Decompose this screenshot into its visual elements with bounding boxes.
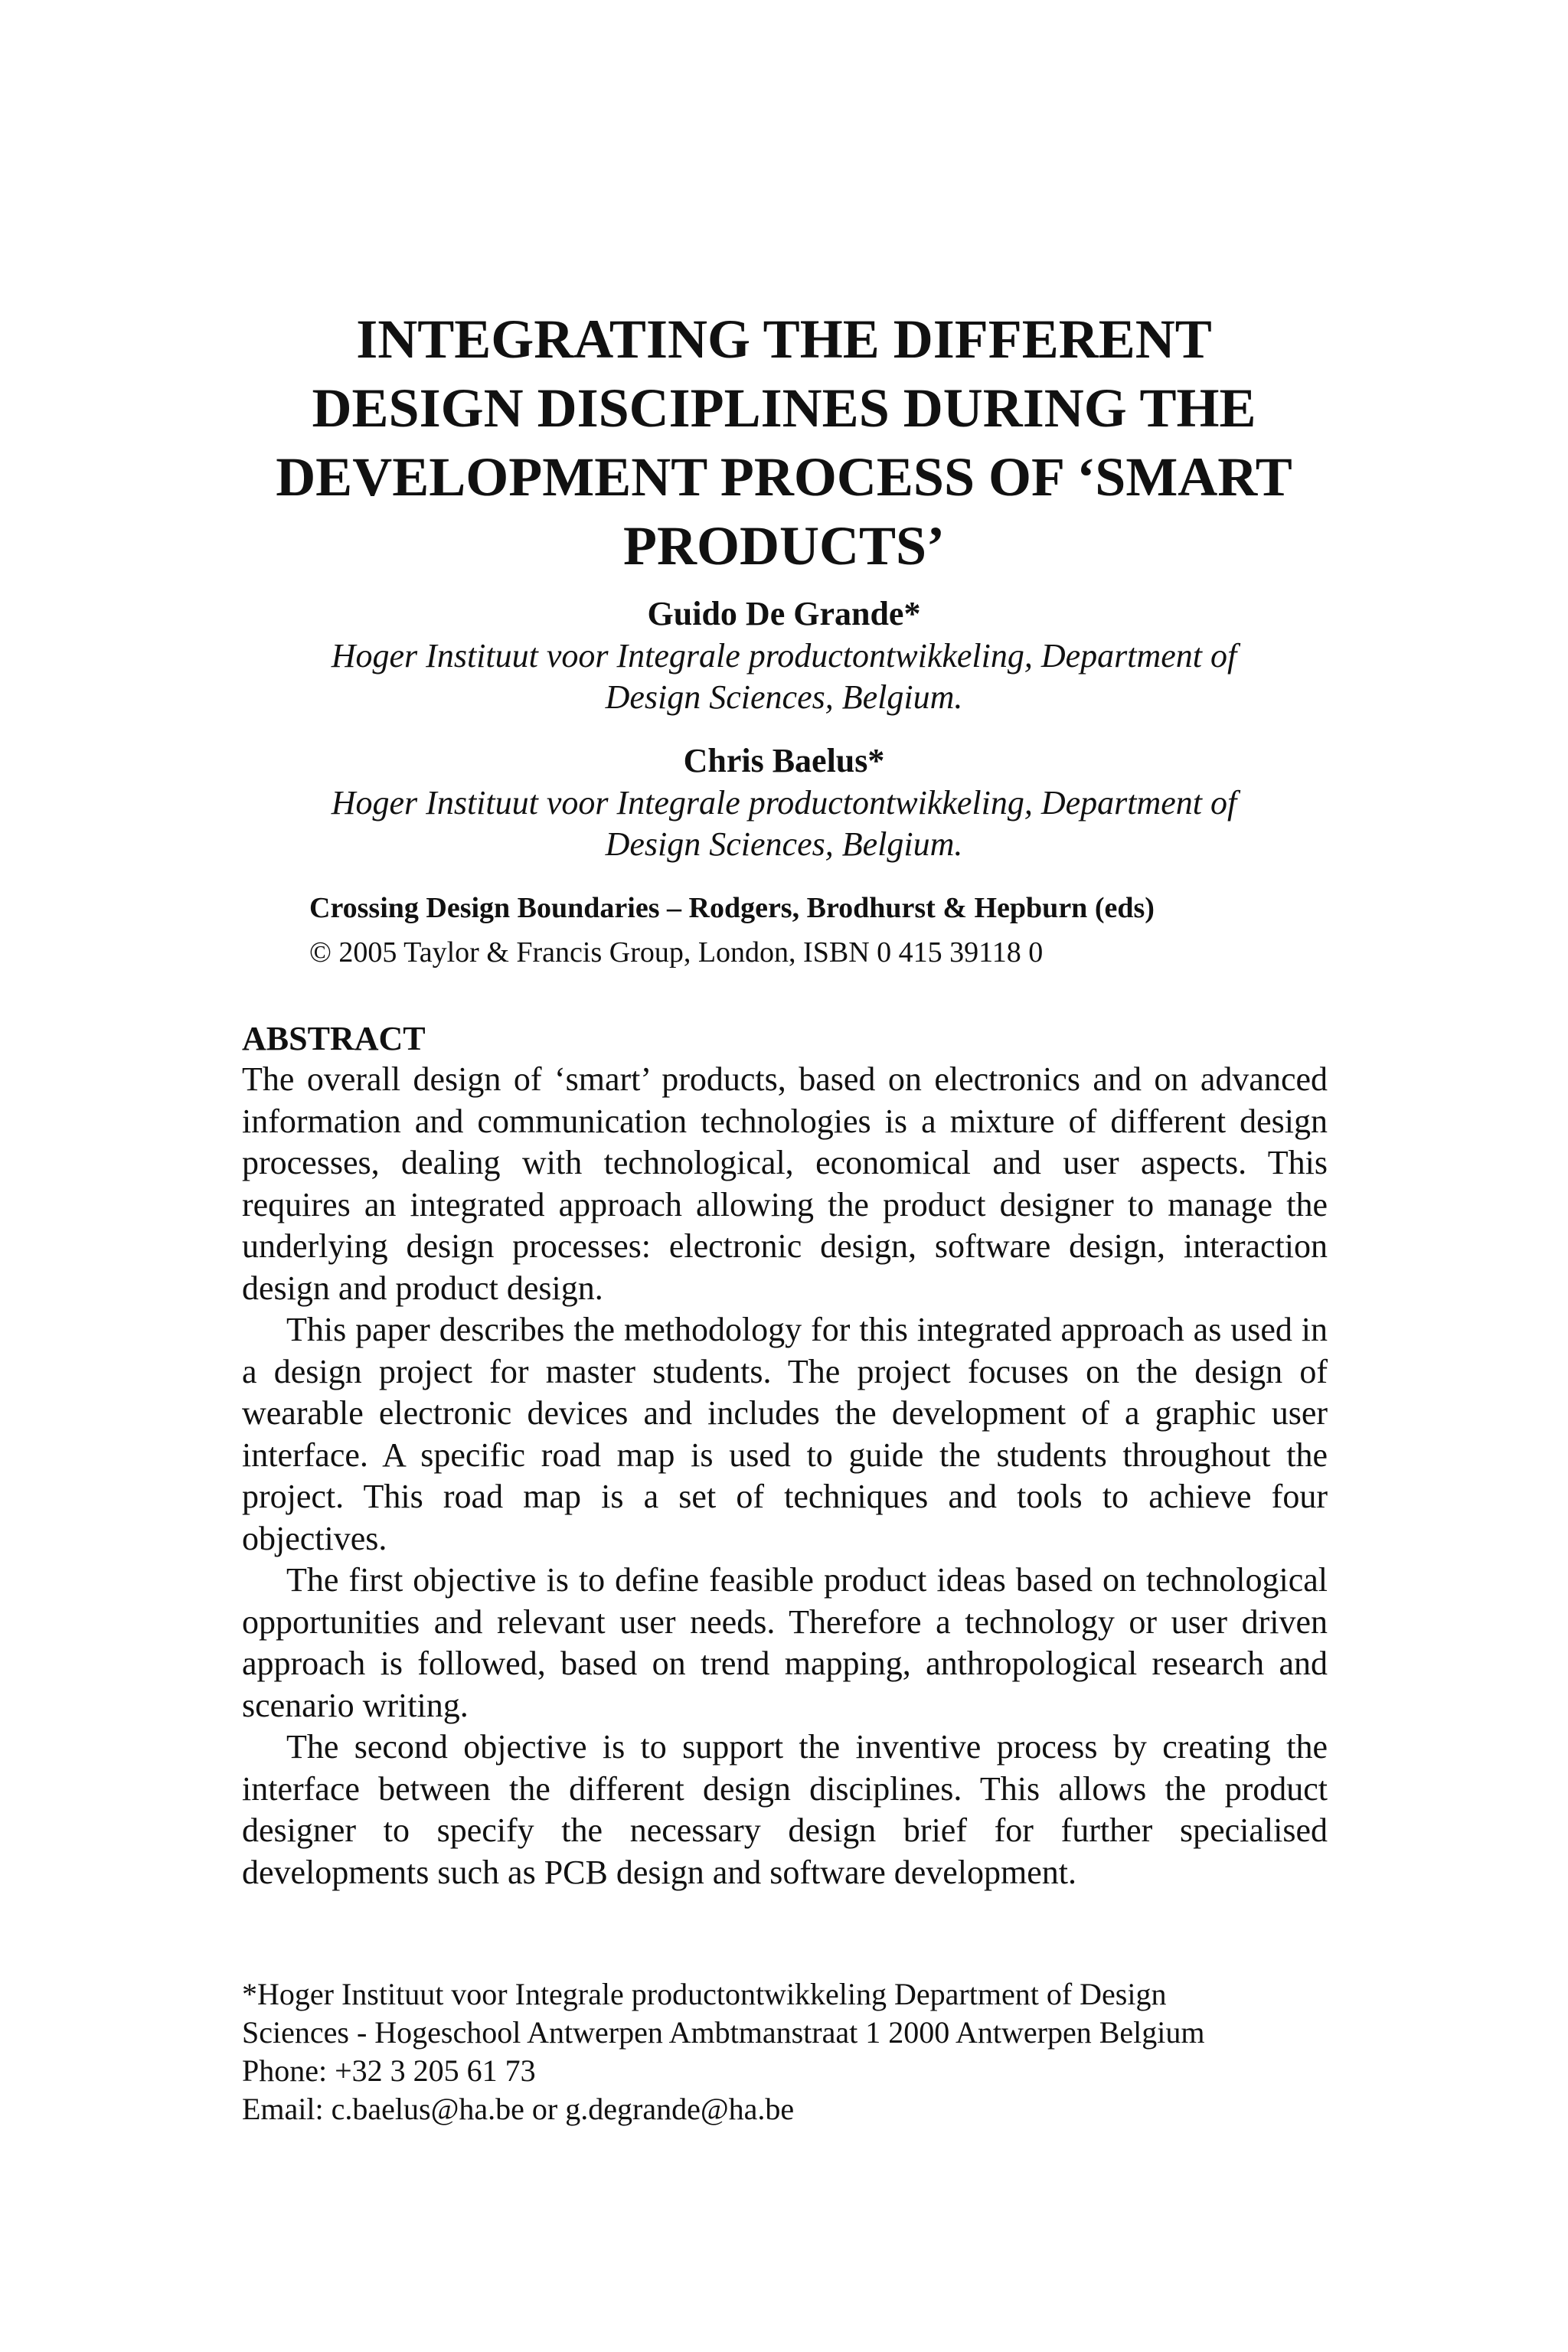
copyright-notice: © 2005 Taylor & Francis Group, London, ISBN 0 415 39118 0 — [309, 936, 1044, 969]
author-name: Chris Baelus* — [683, 742, 885, 779]
title-line: INTEGRATING THE DIFFERENT — [356, 309, 1212, 370]
affiliation-line: Hoger Instituut voor Integrale productontwikkeling, Department of — [331, 784, 1237, 822]
affiliation-line: Hoger Instituut voor Integrale productontwikkeling, Department of — [331, 637, 1237, 675]
affiliation-line: Design Sciences, Belgium. — [605, 825, 963, 863]
author-footnote — [242, 1975, 1352, 2128]
title-line: DEVELOPMENT PROCESS OF ‘SMART — [276, 446, 1292, 508]
author-affiliation — [230, 635, 1338, 718]
paper-title — [199, 305, 1369, 580]
author-block — [230, 740, 1338, 865]
footnote-phone: Phone: +32 3 205 61 73 — [242, 2053, 536, 2088]
abstract-paragraph: The overall design of ‘smart’ products, based on electronics and on advanced information and communication technologies is a mixture of different design processes, dealing with technological, economical and user aspects. This requires an integrated approach allowing the product designer to manage the underlying design processes: electronic design, software design, interaction design and product design. — [242, 1060, 1328, 1307]
publication-source: Crossing Design Boundaries – Rodgers, Brodhurst & Hepburn (eds) — [309, 892, 1155, 924]
author-name: Guido De Grande* — [647, 595, 921, 632]
author-affiliation — [230, 782, 1338, 865]
footnote-email: Email: c.baelus@ha.be or g.degrande@ha.be — [242, 2092, 795, 2126]
author-block — [230, 593, 1338, 718]
abstract-body — [242, 1059, 1328, 1893]
title-line: DESIGN DISCIPLINES DURING THE — [312, 377, 1256, 439]
abstract-heading: ABSTRACT — [242, 1020, 426, 1057]
abstract-paragraph: The first objective is to define feasible product ideas based on technological opportunities and relevant user needs. Therefore a technology or user driven approach is followed, based on trend mapping, anthropological research and scenario writing. — [242, 1561, 1328, 1724]
footnote-line: *Hoger Instituut voor Integrale productontwikkeling Department of Design — [242, 1977, 1167, 2011]
title-line: PRODUCTS’ — [622, 515, 945, 577]
footnote-line: Sciences - Hogeschool Antwerpen Ambtmanstraat 1 2000 Antwerpen Belgium — [242, 2015, 1205, 2050]
affiliation-line: Design Sciences, Belgium. — [605, 678, 963, 716]
abstract-paragraph: The second objective is to support the inventive process by creating the interface between the different design disciplines. This allows the product designer to specify the necessary design brief for further specialised developments such as PCB design and software development. — [242, 1728, 1328, 1891]
abstract-paragraph: This paper describes the methodology for this integrated approach as used in a design project for master students. The project focuses on the design of wearable electronic devices and includes the development of a graphic user interface. A specific road map is used to guide the students throughout the project. This road map is a set of techniques and tools to achieve four objectives. — [242, 1311, 1328, 1557]
